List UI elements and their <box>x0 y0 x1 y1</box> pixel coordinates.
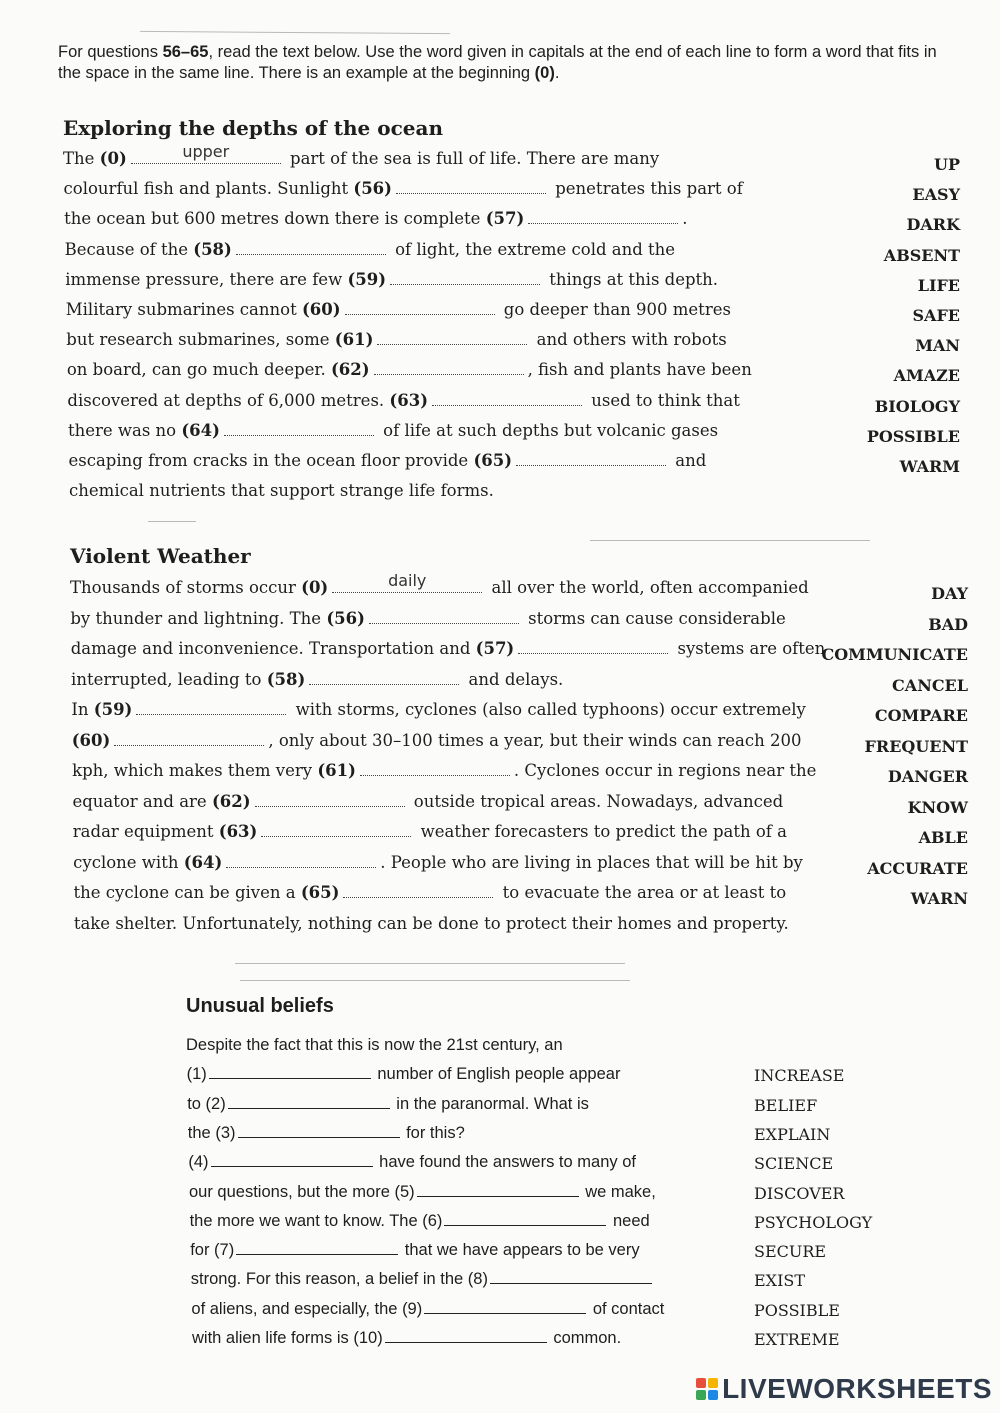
question-number: (64) <box>181 420 220 440</box>
exercise-line <box>188 1122 465 1144</box>
logo-text: LIVEWORKSHEETS <box>722 1373 992 1404</box>
keyword: BELIEF <box>754 1095 818 1115</box>
line-text-after: of life at such depths but volcanic gases <box>377 420 719 440</box>
exercise-line <box>71 638 826 660</box>
line-text-after: penetrates this part of <box>549 179 743 199</box>
answer-blank[interactable] <box>226 852 376 868</box>
line-text-after: we make, <box>580 1182 656 1201</box>
line-text-after: number of English people appear <box>372 1065 621 1084</box>
line-text-after: for this? <box>401 1123 465 1142</box>
line-text-after: , fish and plants have been <box>527 360 752 380</box>
question-number: (56) <box>326 608 365 628</box>
line-text-before: colourful fish and plants. Sunlight <box>63 179 354 199</box>
line-text-before: but research submarines, some <box>66 330 335 350</box>
question-number: (59) <box>93 700 133 719</box>
exercise-line <box>73 852 803 874</box>
section-title-beliefs: Unusual beliefs <box>186 995 334 1017</box>
answer-blank[interactable] <box>424 1299 586 1314</box>
question-number: (63) <box>389 390 428 410</box>
exercise-line <box>66 329 726 351</box>
line-text-before: immense pressure, there are few <box>65 269 348 289</box>
line-text-before: kph, which makes them very <box>72 761 318 780</box>
question-number: (61) <box>317 761 356 780</box>
exercise-line <box>67 390 739 412</box>
answer-blank[interactable] <box>228 1094 390 1109</box>
line-text-after: and delays. <box>463 669 564 689</box>
question-number: (6) <box>422 1211 443 1230</box>
keyword: DANGER <box>887 767 968 786</box>
instructions: For questions 56–65, read the text below. Use the word given in capitals at the end of each line to form a word that fits in the space in the same line. There is an example at the beginning (0). <box>58 43 937 82</box>
keyword: MAN <box>915 336 960 356</box>
exercise-line <box>69 450 707 472</box>
line-text-before: the <box>187 1123 216 1142</box>
answer-blank[interactable] <box>211 1152 373 1167</box>
line-text-after: systems are often <box>672 639 826 658</box>
line-text-after: of light, the extreme cold and the <box>389 239 676 259</box>
exercise-line <box>71 669 563 691</box>
keyword: EXPLAIN <box>754 1124 831 1144</box>
keyword: ABLE <box>918 828 968 847</box>
answer-blank[interactable] <box>114 730 264 746</box>
question-number: (57) <box>485 209 525 229</box>
exercise-line <box>187 1063 621 1085</box>
exercise-line <box>187 1093 589 1115</box>
exercise-line <box>71 699 805 721</box>
exercise-line <box>189 1181 656 1203</box>
answer-blank[interactable] <box>332 571 482 593</box>
keyword: COMMUNICATE <box>821 645 968 664</box>
line-text-after: things at this depth. <box>544 269 719 289</box>
question-number: (64) <box>183 852 223 872</box>
line-text-after: outside tropical areas. Nowadays, advanced <box>408 791 784 811</box>
question-number: (60) <box>71 730 111 750</box>
line-text-after: that we have appears to be very <box>400 1241 640 1260</box>
line-text-before: our questions, but the more <box>189 1182 395 1201</box>
keyword: EXIST <box>754 1271 806 1291</box>
line-text-after: part of the sea is full of life. There are many <box>284 149 660 168</box>
line-text-after: of contact <box>588 1299 665 1318</box>
keyword: WARM <box>899 457 960 476</box>
logo-mark-icon <box>696 1378 718 1400</box>
line-text-after: storms can cause considerable <box>522 608 786 628</box>
line-text-before: In <box>71 700 94 719</box>
answer-blank[interactable] <box>261 821 411 837</box>
answer-blank[interactable] <box>136 699 286 715</box>
keyword: DARK <box>906 215 960 235</box>
question-number: (58) <box>193 239 232 259</box>
line-text-after: all over the world, often accompanied <box>486 578 809 597</box>
answer-blank[interactable] <box>518 638 668 654</box>
question-number: (57) <box>475 639 515 658</box>
question-number: (61) <box>334 330 374 350</box>
keyword: BIOLOGY <box>874 396 960 416</box>
question-number: (56) <box>353 179 392 199</box>
line-text-before: damage and inconvenience. Transportation and <box>70 639 476 658</box>
line-text-after: and <box>670 451 707 470</box>
question-number: (65) <box>300 883 340 902</box>
section-title-ocean: Exploring the depths of the ocean <box>63 116 443 140</box>
question-number: (63) <box>218 822 258 841</box>
line-text-before: Because of the <box>64 239 194 259</box>
keyword: SCIENCE <box>754 1154 834 1174</box>
answer-blank[interactable] <box>238 1123 400 1138</box>
answer-blank[interactable] <box>417 1182 579 1197</box>
line-text-before: with alien life forms is <box>192 1329 354 1347</box>
question-number: (5) <box>394 1182 415 1201</box>
keyword: DAY <box>931 584 968 603</box>
exercise-line <box>63 142 660 170</box>
exercise-line <box>72 791 783 813</box>
exercise-line <box>191 1298 664 1320</box>
section-divider-2 <box>590 540 870 541</box>
keyword: CANCEL <box>892 675 968 695</box>
question-number: (10) <box>353 1329 383 1347</box>
keyword: ACCURATE <box>867 858 968 878</box>
line-text-after: . <box>682 209 688 229</box>
answer-blank[interactable] <box>374 359 524 375</box>
section-title-weather: Violent Weather <box>70 544 251 568</box>
answer-blank[interactable] <box>369 608 519 624</box>
question-number: (62) <box>211 791 251 811</box>
line-text-after: have found the answers to many of <box>374 1153 636 1172</box>
answer-blank[interactable] <box>390 269 540 285</box>
keyword: KNOW <box>907 797 968 817</box>
answer-blank[interactable] <box>345 299 495 315</box>
line-text-before: escaping from cracks in the ocean floor provide <box>68 451 474 470</box>
line-text-before: strong. For this reason, a belief in the <box>190 1270 468 1289</box>
line-text-before: interrupted, leading to <box>71 669 267 689</box>
answer-blank[interactable] <box>516 450 666 466</box>
liveworksheets-logo[interactable] <box>696 1373 992 1405</box>
answer-blank[interactable] <box>309 669 459 685</box>
top-rule <box>140 31 450 34</box>
answer-blank[interactable] <box>528 208 678 224</box>
answer-blank[interactable] <box>385 1328 547 1343</box>
line-text-before: for <box>190 1241 215 1260</box>
answer-blank[interactable] <box>236 1240 398 1255</box>
line-text-after: go deeper than 900 metres <box>498 300 731 319</box>
line-text-before: take shelter. Unfortunately, nothing can be done to protect their homes and property. <box>73 913 789 933</box>
line-text-before: the ocean but 600 metres down there is complete <box>64 209 486 229</box>
exercise-line <box>186 1034 563 1056</box>
line-text-after: common. <box>548 1329 622 1347</box>
line-text-before: Military submarines cannot <box>65 300 302 319</box>
exercise-line <box>74 913 789 935</box>
keyword: BAD <box>928 614 968 634</box>
exercise-line <box>65 269 718 291</box>
exercise-line <box>192 1327 621 1349</box>
line-text-before: chemical nutrients that support strange life forms. <box>69 481 494 501</box>
line-text-after: need <box>608 1211 650 1230</box>
keyword: AMAZE <box>893 366 960 386</box>
line-text-before: of aliens, and especially, the <box>191 1299 403 1318</box>
exercise-line <box>74 882 787 904</box>
line-text-after: . Cyclones occur in regions near the <box>513 761 817 780</box>
line-text-before: to <box>187 1094 206 1113</box>
answer-blank[interactable] <box>131 142 281 164</box>
keyword: FREQUENT <box>864 736 968 756</box>
keyword: EASY <box>912 185 960 205</box>
keyword: LIFE <box>917 275 960 295</box>
keyword: DISCOVER <box>754 1183 845 1203</box>
exercise-line <box>64 208 687 230</box>
line-text-before: equator and are <box>72 791 212 811</box>
question-number: (4) <box>188 1153 209 1172</box>
question-number: (0) <box>301 578 329 597</box>
keyword: ABSENT <box>883 245 960 265</box>
answer-blank[interactable] <box>209 1064 371 1079</box>
question-number: (60) <box>301 300 341 319</box>
question-number: (9) <box>402 1299 423 1318</box>
answer-blank[interactable] <box>396 178 546 194</box>
exercise-line <box>69 480 494 502</box>
answer-blank[interactable] <box>236 239 386 255</box>
exercise-line <box>68 420 718 442</box>
keyword: INCREASE <box>754 1066 845 1086</box>
exercise-line <box>190 1210 650 1232</box>
example-answer: daily <box>388 571 427 590</box>
answer-blank[interactable] <box>377 329 527 345</box>
question-number: (7) <box>214 1241 235 1260</box>
question-number: (1) <box>186 1065 207 1084</box>
keyword: POSSIBLE <box>866 426 960 446</box>
exercise-line <box>73 821 787 843</box>
answer-blank[interactable] <box>255 791 405 807</box>
line-text-before: the more we want to know. The <box>189 1211 423 1230</box>
exercise-line <box>67 359 752 381</box>
line-text-before: by thunder and lightning. The <box>70 608 327 628</box>
exercise-line <box>66 299 731 321</box>
line-text-after: , only about 30–100 times a year, but their winds can reach 200 <box>268 730 802 750</box>
keyword: SAFE <box>912 306 960 325</box>
line-text-after: and others with robots <box>531 330 727 350</box>
line-text-after: to evacuate the area or at least to <box>497 883 787 902</box>
line-text-before: radar equipment <box>72 822 219 841</box>
exercise-line <box>72 760 816 782</box>
question-number: (58) <box>266 669 306 689</box>
answer-blank[interactable] <box>360 760 510 776</box>
section-divider-3 <box>235 963 625 964</box>
exercise-line <box>70 571 809 599</box>
exercise-line <box>64 178 743 200</box>
exercise-line <box>65 239 675 261</box>
keyword: UP <box>934 155 960 174</box>
keyword: PSYCHOLOGY <box>754 1212 873 1232</box>
answer-blank[interactable] <box>432 390 582 406</box>
question-number: (62) <box>330 360 370 380</box>
question-number: (0) <box>99 149 127 168</box>
section-divider-4 <box>240 980 630 981</box>
line-text-before: the cyclone can be given a <box>73 883 301 902</box>
line-text-before: on board, can go much deeper. <box>66 360 331 380</box>
answer-blank[interactable] <box>343 882 493 898</box>
example-answer: upper <box>182 142 230 161</box>
exercise-line <box>190 1239 639 1261</box>
line-text-before: The <box>63 149 100 168</box>
line-text-before: Despite the fact that this is now the 21st century, an <box>186 1036 563 1054</box>
exercise-line <box>188 1151 636 1173</box>
keyword: SECURE <box>754 1242 827 1262</box>
answer-blank[interactable] <box>490 1269 652 1284</box>
keyword: EXTREME <box>754 1330 840 1349</box>
line-text-after: with storms, cyclones (also called typhoons) occur extremely <box>290 700 806 719</box>
question-number: (3) <box>215 1123 236 1142</box>
line-text-before: cyclone with <box>73 852 184 872</box>
exercise-line <box>72 730 802 752</box>
line-text-after: weather forecasters to predict the path of a <box>415 822 787 841</box>
question-number: (2) <box>205 1094 226 1113</box>
line-text-before: discovered at depths of 6,000 metres. <box>67 390 390 410</box>
keyword: COMPARE <box>874 706 968 725</box>
line-text-after: . People who are living in places that will be hit by <box>380 852 803 872</box>
keyword: POSSIBLE <box>754 1300 840 1320</box>
answer-blank[interactable] <box>444 1211 606 1226</box>
exercise-line <box>70 608 785 630</box>
question-number: (8) <box>467 1270 488 1289</box>
keyword: WARN <box>910 889 968 908</box>
question-number: (65) <box>473 451 513 470</box>
answer-blank[interactable] <box>224 420 374 436</box>
line-text-after: in the paranormal. What is <box>391 1094 589 1113</box>
section-divider-1 <box>148 521 196 522</box>
line-text-before: Thousands of storms occur <box>70 578 302 597</box>
line-text-before: there was no <box>67 420 182 440</box>
exercise-line <box>191 1268 654 1290</box>
question-number: (59) <box>347 269 387 289</box>
line-text-after: used to think that <box>586 390 740 410</box>
